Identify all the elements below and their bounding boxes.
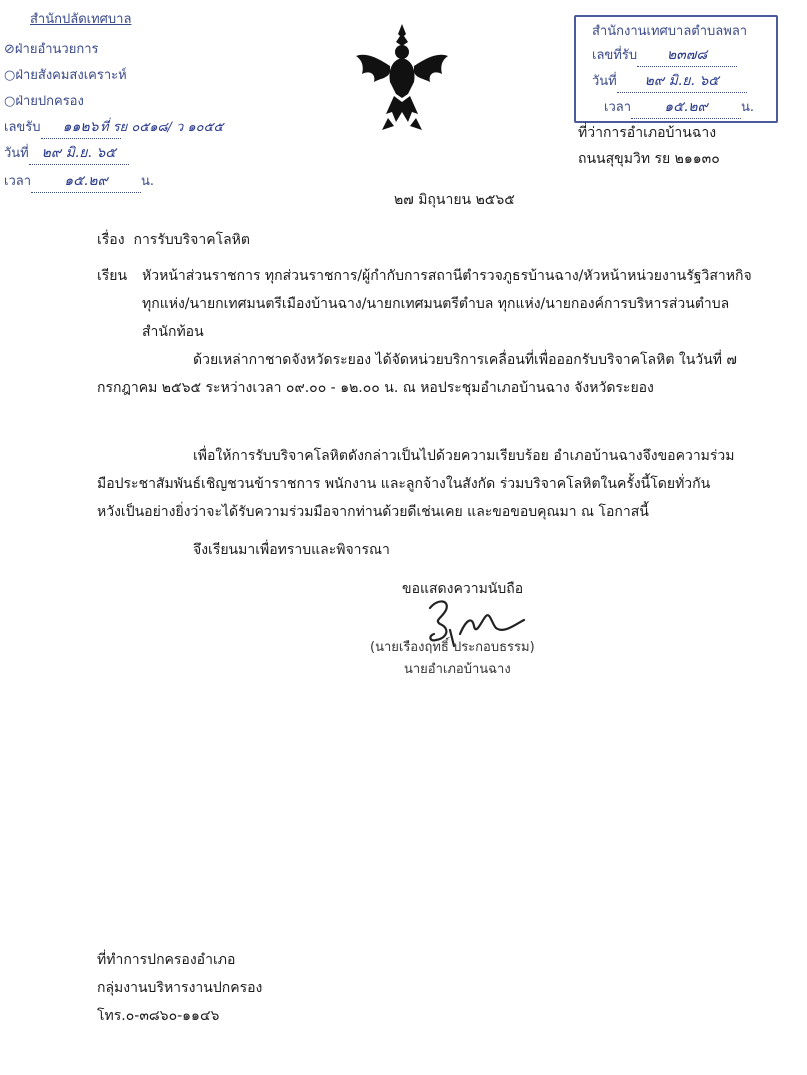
sender-address-line2: ถนนสุขุมวิท รย ๒๑๑๓๐ bbox=[578, 151, 720, 167]
recipient-line3: สำนักท้อน bbox=[142, 324, 204, 340]
stamp-time: เวลา ๑๕.๒๙ น. bbox=[604, 96, 754, 119]
subject-text: การรับบริจาคโลหิต bbox=[133, 232, 250, 248]
footer-phone: โทร.๐-๓๘๖๐-๑๑๔๖ bbox=[97, 1008, 220, 1024]
circle-icon: ○ bbox=[4, 94, 16, 109]
sender-address-line1: ที่ว่าการอำเภอบ้านฉาง bbox=[578, 125, 717, 141]
stamp-date: วันที่ ๒๙ มิ.ย. ๖๕ bbox=[592, 70, 747, 93]
signer-name: (นายเรืองฤทธิ์ ประกอบธรรม) bbox=[370, 640, 535, 655]
paragraph-1: ด้วยเหล่ากาชาดจังหวัดระยอง ได้จัดหน่วยบริการเคลื่อนที่เพื่อออกรับบริจาคโลหิต ในวันที่ ๗ กรกฎาคม ๒๕๖๕ ระหว่างเวลา ๐๙.๐๐ - ๑๒.๐๐ น. ณ หอประชุมอำเภอบ้านฉาง จังหวัดระยอง bbox=[97, 352, 737, 396]
routing-option-admin bbox=[4, 38, 99, 59]
routing-option-label: ฝ่ายสังคมสงเคราะห์ bbox=[15, 68, 127, 83]
handwritten-stamp-date: ๒๙ มิ.ย. ๖๕ bbox=[617, 70, 747, 93]
routing-time: เวลา ๑๕.๒๙ น. bbox=[4, 170, 154, 193]
handwritten-stamp-number: ๒๓๗๘ bbox=[637, 44, 737, 67]
footer-division: กลุ่มงานบริหารงานปกครอง bbox=[97, 980, 263, 996]
routing-option-social bbox=[4, 64, 127, 85]
subject bbox=[97, 226, 250, 254]
footer-office: ที่ทำการปกครองอำเภอ bbox=[97, 952, 236, 968]
routing-option-governance bbox=[4, 90, 84, 111]
stamp-office: สำนักงานเทศบาลตำบลพลา bbox=[592, 24, 748, 39]
handwritten-time: ๑๕.๒๙ bbox=[31, 170, 141, 193]
salutation: ขอแสดงความนับถือ bbox=[402, 581, 524, 597]
checked-circle-icon: ⊘ bbox=[4, 42, 15, 57]
document-number: ที่ รย ๐๕๑๘/ ว ๑๐๕๕ bbox=[100, 120, 224, 135]
closing-request: จึงเรียนมาเพื่อทราบและพิจารณา bbox=[193, 542, 390, 558]
stamp-number: เลขที่รับ ๒๓๗๘ bbox=[592, 44, 737, 67]
subject-label: เรื่อง bbox=[97, 232, 125, 248]
routing-option-label: ฝ่ายปกครอง bbox=[15, 94, 84, 109]
recipient-line1: หัวหน้าส่วนราชการ ทุกส่วนราชการ/ผู้กำกับการสถานีตำรวจภูธรบ้านฉาง/หัวหน้าหน่วยงานรัฐวิสาหกิจ bbox=[142, 268, 752, 284]
garuda-emblem-icon bbox=[352, 22, 452, 132]
recipient-label: เรียน bbox=[97, 268, 128, 284]
routing-receive-no: เลขรับ ๑๑๒๖ bbox=[4, 116, 121, 139]
recipient-line2: ทุกแห่ง/นายกเทศมนตรีเมืองบ้านฉาง/นายกเทศมนตรีตำบล ทุกแห่ง/นายกองค์การบริหารส่วนตำบล bbox=[142, 296, 730, 312]
handwritten-receive-no: ๑๑๒๖ bbox=[41, 116, 121, 139]
routing-stamp-title: สำนักปลัดเทศบาล bbox=[30, 12, 132, 27]
paragraph-2: เพื่อให้การรับบริจาคโลหิตดังกล่าวเป็นไปด้วยความเรียบร้อย อำเภอบ้านฉางจึงขอความร่วมมือประชาสัมพันธ์เชิญชวนข้าราชการ พนักงาน และลูกจ้างในสังกัด ร่วมบริจาคโลหิตในครั้งนี้โดยทั่วกัน หวังเป็นอย่างยิ่งว่าจะได้รับความร่วมมือจากท่านด้วยดีเช่นเคย และขอขอบคุณมา ณ โอกาสนี้ bbox=[97, 448, 735, 520]
handwritten-date: ๒๙ มิ.ย. ๖๕ bbox=[29, 142, 129, 165]
letter-date: ๒๗ มิถุนายน ๒๕๖๕ bbox=[394, 192, 515, 208]
routing-date: วันที่ ๒๙ มิ.ย. ๖๕ bbox=[4, 142, 129, 165]
circle-icon: ○ bbox=[4, 68, 16, 83]
routing-option-label: ฝ่ายอำนวยการ bbox=[14, 42, 99, 57]
handwritten-stamp-time: ๑๕.๒๙ bbox=[631, 96, 741, 119]
signer-title: นายอำเภอบ้านฉาง bbox=[404, 662, 511, 677]
